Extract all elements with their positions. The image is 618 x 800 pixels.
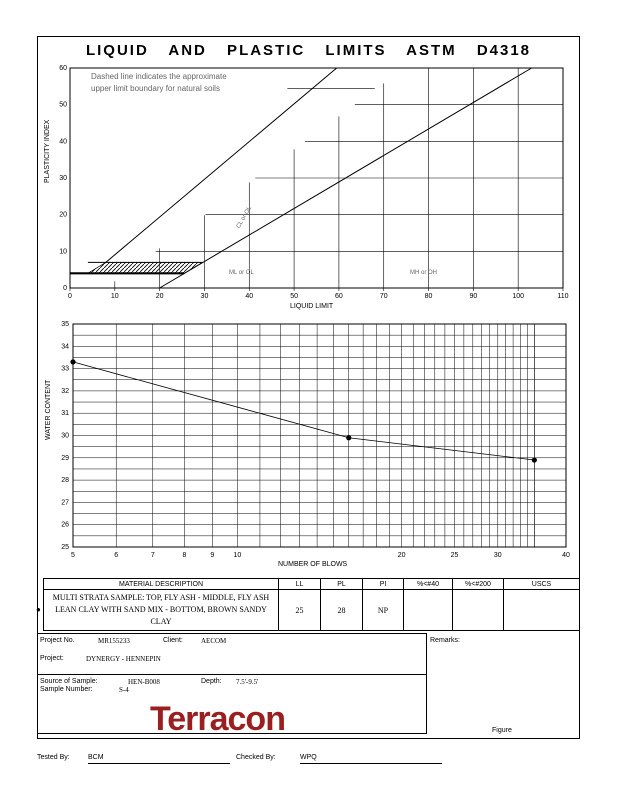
flow-x-label: NUMBER OF BLOWS <box>278 561 348 568</box>
plasticity-x-tick-label: 10 <box>110 293 119 300</box>
flow-x-tick-label: 6 <box>114 552 119 559</box>
client-label: Client: <box>163 637 183 644</box>
col-header-pl: PL <box>321 579 363 590</box>
p200-value <box>453 590 504 631</box>
flow-y-tick-label: 29 <box>61 454 69 462</box>
description-text: MULTI STRATA SAMPLE: TOP, FLY ASH - MIDDLE, FLY ASH LEAN CLAY WITH SAND MIX - BOTTOM, BROWN SANDY CLAY <box>52 593 270 626</box>
plasticity-annotation-line-1: Dashed line indicates the approximate <box>91 72 227 81</box>
flow-x-tick-label: 30 <box>493 552 502 559</box>
sample-label: Sample Number: <box>40 686 93 693</box>
sample-value: S-4 <box>119 686 129 694</box>
plasticity-y-tick-label: 0 <box>63 285 67 292</box>
ll-value: 25 <box>279 590 321 631</box>
plasticity-x-label: LIQUID LIMIT <box>290 303 334 310</box>
flow-curve-point <box>532 457 537 462</box>
depth-value: 7.5'-9.5' <box>236 678 259 686</box>
checked-by-label: Checked By: <box>236 754 276 761</box>
sample-marker: ● <box>36 605 41 614</box>
plasticity-y-tick-label: 10 <box>59 248 67 256</box>
flow-curve-point <box>70 359 75 364</box>
col-header-uscs: USCS <box>504 579 580 590</box>
project-info-divider <box>37 633 427 675</box>
tested-by-label: Tested By: <box>37 754 70 761</box>
plasticity-y-tick-label: 20 <box>59 211 67 219</box>
flow-curve-grid <box>73 324 566 547</box>
zone-label-ml-ol: ML or OL <box>229 270 254 276</box>
col-header-pi: PI <box>363 579 404 590</box>
flow-y-tick-label: 28 <box>61 477 69 485</box>
plasticity-x-tick-label: 90 <box>469 293 478 300</box>
flow-x-tick-label: 9 <box>210 552 215 559</box>
table-row <box>44 590 580 631</box>
plasticity-x-tick-label: 80 <box>424 293 433 300</box>
flow-curve-series <box>70 359 537 462</box>
flow-curve-line <box>73 362 534 460</box>
material-description <box>36 590 279 631</box>
client: AECOM <box>201 637 227 645</box>
uscs-value <box>504 590 580 631</box>
table-header-row <box>44 579 580 590</box>
project-label: Project: <box>40 655 64 662</box>
flow-curve-ticks <box>61 321 570 559</box>
plasticity-x-tick-label: 0 <box>68 293 72 300</box>
flow-x-tick-label: 5 <box>71 552 75 559</box>
flow-x-tick-label: 8 <box>182 552 187 559</box>
depth-label: Depth: <box>201 678 222 685</box>
checked-by-value: WPQ <box>300 754 442 764</box>
flow-y-tick-label: 35 <box>61 321 69 328</box>
plasticity-x-tick-label: 30 <box>200 293 209 300</box>
pl-value: 28 <box>321 590 363 631</box>
plasticity-x-tick-label: 70 <box>379 293 388 300</box>
tested-by-value: BCM <box>88 754 230 764</box>
plasticity-y-label: PLASTICITY INDEX <box>44 119 51 183</box>
flow-y-tick-label: 31 <box>61 410 69 418</box>
project-no: MR155233 <box>98 637 130 645</box>
zone-label-mh-oh: MH or OH <box>410 270 437 276</box>
plasticity-annotation-line-2: upper limit boundary for natural soils <box>91 84 220 93</box>
plasticity-x-tick-label: 100 <box>512 293 525 300</box>
col-header-p200: %<#200 <box>453 579 504 590</box>
project-name: DYNERGY - HENNEPIN <box>86 655 161 663</box>
project-no-label: Project No. <box>40 637 75 644</box>
figure-label: Figure <box>492 727 512 734</box>
flow-x-tick-label: 20 <box>397 552 406 559</box>
plasticity-x-tick-label: 20 <box>155 293 164 300</box>
flow-y-label: WATER CONTENT <box>45 379 52 440</box>
col-header-ll: LL <box>279 579 321 590</box>
pi-value: NP <box>363 590 404 631</box>
remarks-label: Remarks: <box>430 637 460 644</box>
flow-y-tick-label: 33 <box>61 365 69 373</box>
zone-label-cl-ol: CL or OL <box>235 205 253 230</box>
plasticity-x-tick-label: 50 <box>290 293 298 300</box>
col-header-description: MATERIAL DESCRIPTION <box>44 579 279 590</box>
flow-y-tick-label: 26 <box>61 521 69 529</box>
plasticity-y-tick-label: 60 <box>59 65 67 72</box>
plasticity-y-tick-label: 50 <box>59 101 67 109</box>
flow-y-tick-label: 27 <box>61 499 69 507</box>
flow-curve-point <box>346 435 351 440</box>
plasticity-x-tick-label: 60 <box>335 293 343 300</box>
flow-y-tick-label: 25 <box>61 544 69 551</box>
flow-y-tick-label: 32 <box>61 387 69 395</box>
flow-x-tick-label: 10 <box>233 552 242 559</box>
report-title: LIQUID AND PLASTIC LIMITS ASTM D4318 <box>85 42 532 59</box>
col-header-p40: %<#40 <box>404 579 453 590</box>
plasticity-y-tick-label: 40 <box>59 138 67 146</box>
flow-y-tick-label: 30 <box>61 432 69 440</box>
plasticity-x-tick-label: 110 <box>557 293 569 300</box>
plasticity-x-tick-label: 40 <box>245 293 254 300</box>
flow-y-tick-label: 34 <box>61 343 69 351</box>
properties-table <box>36 578 580 631</box>
plasticity-y-tick-label: 30 <box>59 175 67 182</box>
flow-x-tick-label: 7 <box>150 552 155 559</box>
source-label: Source of Sample: <box>40 678 98 685</box>
terracon-logo: Terracon <box>150 700 285 738</box>
source-value: HEN-B008 <box>128 678 160 686</box>
p40-value <box>404 590 453 631</box>
flow-x-tick-label: 25 <box>450 552 459 559</box>
flow-x-tick-label: 40 <box>562 552 570 559</box>
